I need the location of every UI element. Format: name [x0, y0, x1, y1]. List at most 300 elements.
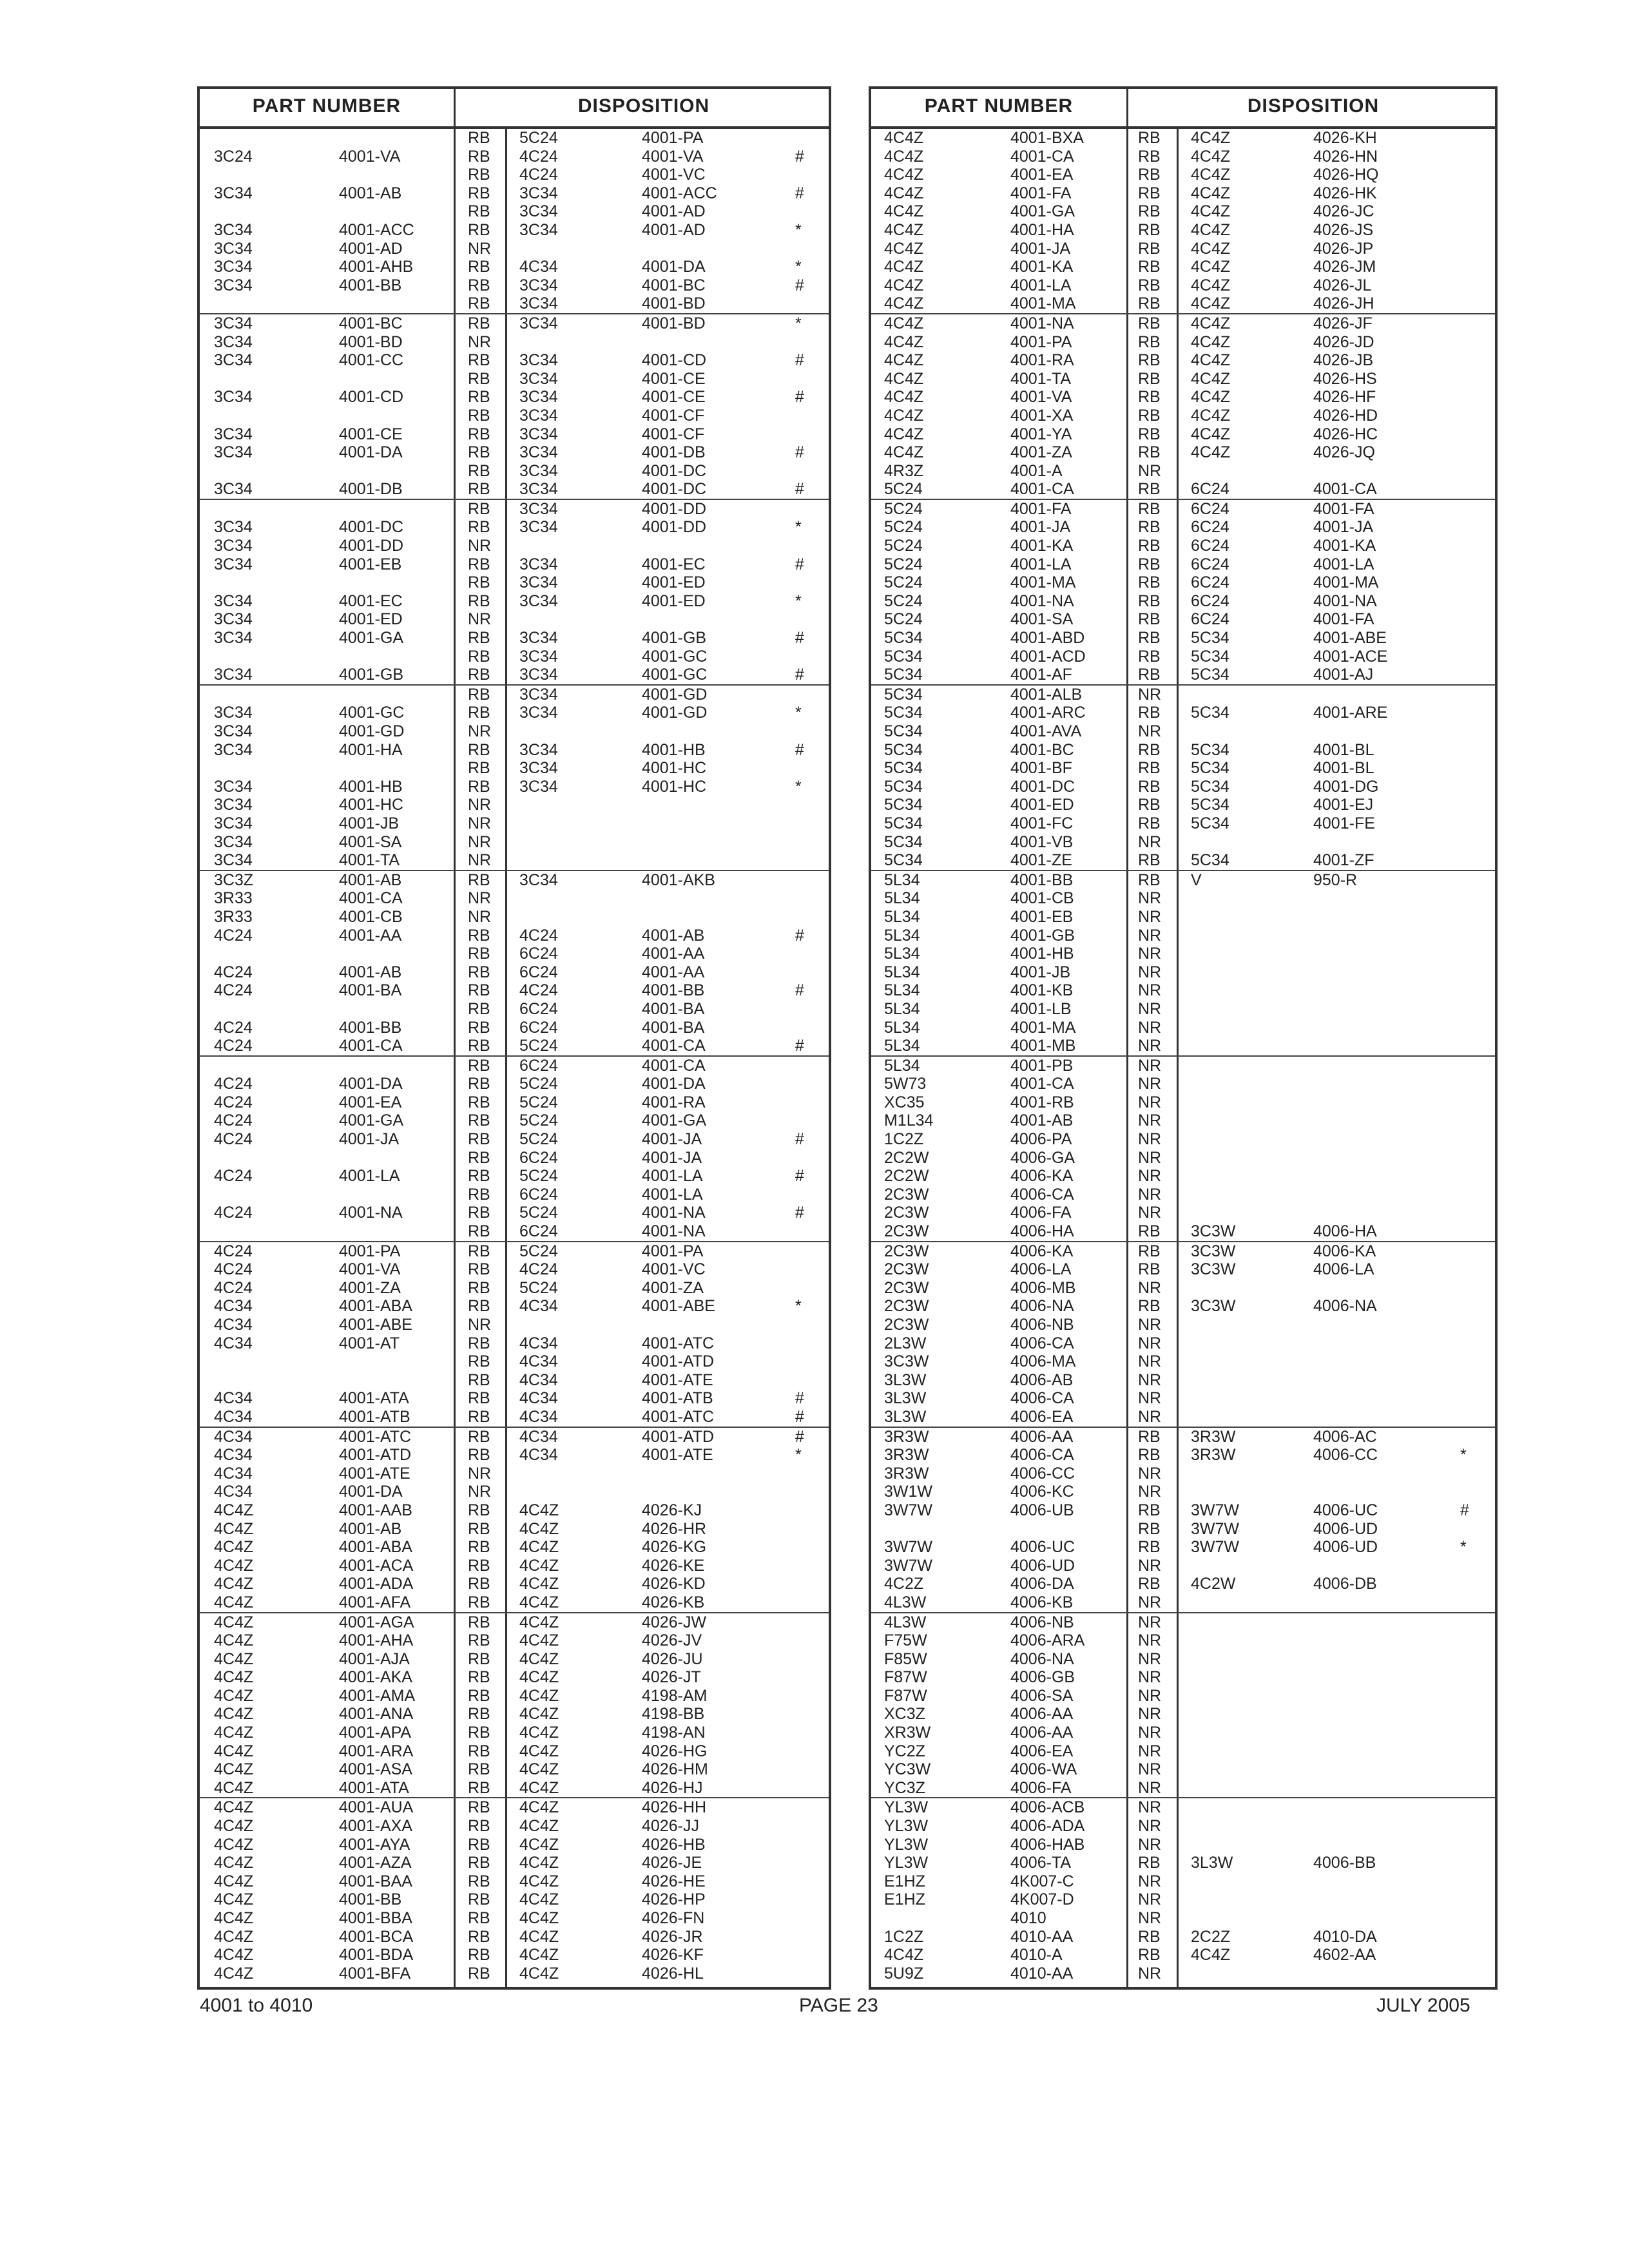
table-row	[200, 1167, 829, 1186]
disposition-code: RB	[468, 1556, 490, 1575]
part-number: 4001-AB	[1010, 1111, 1074, 1130]
table-row	[200, 1501, 829, 1520]
disposition-code: RB	[1138, 518, 1161, 537]
disposition-code: RB	[468, 499, 490, 518]
new-part-number: 4001-ZF	[1313, 851, 1374, 870]
part-number: 4001-ZA	[1010, 443, 1072, 462]
part-number: 4001-BFA	[339, 1964, 411, 1983]
table-row	[200, 1613, 829, 1632]
table-row	[871, 629, 1495, 648]
part-prefix: 2C3W	[884, 1185, 929, 1204]
part-prefix: 3W7W	[884, 1556, 932, 1575]
table-row	[871, 1334, 1495, 1353]
new-part-number: 4001-FA	[1313, 610, 1374, 629]
new-part-number: 4001-LA	[642, 1185, 703, 1204]
new-prefix: 5C24	[519, 1075, 558, 1093]
table-row	[200, 927, 829, 945]
disposition-code: RB	[1138, 666, 1161, 684]
new-prefix: 3C3W	[1191, 1297, 1236, 1316]
table-row	[871, 1483, 1495, 1501]
new-part-number: 4026-KH	[1313, 129, 1377, 147]
part-number: 4001-HA	[1010, 220, 1074, 239]
part-prefix: 5C24	[884, 480, 923, 499]
disposition-code: RB	[1138, 591, 1161, 610]
part-prefix: 4C4Z	[884, 239, 924, 258]
part-prefix: 5C24	[884, 591, 923, 610]
disposition-code: RB	[468, 1519, 490, 1538]
part-number: 4001-KB	[1010, 981, 1074, 1000]
new-prefix: 3C34	[519, 294, 558, 313]
disposition-code: RB	[1138, 1242, 1161, 1260]
new-prefix: 3R3W	[1191, 1446, 1236, 1465]
part-number-header: PART NUMBER	[252, 95, 401, 117]
table-row	[871, 833, 1495, 852]
part-number: 4001-PA	[1010, 332, 1072, 351]
table-row	[200, 629, 829, 648]
disposition-code: RB	[1138, 629, 1161, 648]
part-prefix: 4C34	[214, 1316, 253, 1334]
table-row	[200, 294, 829, 313]
part-number-header: PART NUMBER	[924, 95, 1074, 117]
part-number: 4006-NA	[1010, 1297, 1074, 1316]
disposition-code: NR	[1138, 1093, 1162, 1111]
disposition-code: RB	[468, 1817, 490, 1836]
part-number: 4006-GA	[1010, 1148, 1075, 1167]
table-row	[200, 1186, 829, 1204]
table-row	[871, 1316, 1495, 1334]
table-row	[871, 796, 1495, 814]
part-prefix: 4C34	[214, 1483, 253, 1501]
disposition-code: RB	[468, 1204, 490, 1222]
disposition-code: RB	[468, 1593, 490, 1611]
note-mark: *	[795, 777, 802, 796]
table-row	[200, 778, 829, 796]
table-row	[200, 1260, 829, 1279]
part-prefix: 4C24	[214, 1018, 253, 1037]
new-prefix: 3C3W	[1191, 1222, 1236, 1241]
part-number: 4006-ARA	[1010, 1631, 1085, 1650]
part-prefix: 3R3W	[884, 1446, 929, 1465]
disposition-code: RB	[468, 777, 490, 796]
new-part-number: 4198-BB	[642, 1705, 705, 1724]
disposition-code: NR	[468, 851, 492, 870]
part-number: 4001-SA	[339, 832, 402, 851]
new-prefix: 6C24	[1191, 480, 1229, 499]
part-number: 4006-CA	[1010, 1334, 1074, 1352]
table-row	[200, 202, 829, 221]
part-number: 4K007-D	[1010, 1890, 1074, 1909]
new-part-number: 4001-JA	[1313, 518, 1374, 537]
new-prefix: 4C4Z	[519, 1575, 559, 1593]
part-prefix: 4C24	[214, 1167, 253, 1186]
part-prefix: 4R3Z	[884, 461, 924, 480]
table-row	[200, 1872, 829, 1891]
table-row	[871, 1019, 1495, 1037]
disposition-code: NR	[1138, 1407, 1162, 1426]
table-row	[200, 573, 829, 592]
part-prefix: 4C4Z	[214, 1649, 254, 1668]
note-mark: #	[795, 1167, 804, 1186]
table-row	[871, 184, 1495, 203]
part-number: 4001-AAB	[339, 1501, 412, 1519]
part-prefix: 5L34	[884, 926, 920, 945]
part-prefix: 5C24	[884, 610, 923, 629]
disposition-code: RB	[1138, 1260, 1161, 1279]
table-row	[871, 1428, 1495, 1446]
part-prefix: 4C4Z	[214, 1890, 254, 1909]
part-number: 4001-FC	[1010, 814, 1074, 832]
part-prefix: 2C2W	[884, 1148, 929, 1167]
part-prefix: 5C24	[884, 537, 923, 555]
new-prefix: 4C4Z	[1191, 1946, 1231, 1965]
part-number: 4006-EA	[1010, 1407, 1074, 1426]
disposition-header: DISPOSITION	[577, 95, 710, 117]
table-row	[871, 741, 1495, 760]
table-row	[200, 759, 829, 778]
part-prefix: F87W	[884, 1668, 927, 1687]
new-prefix: 4C34	[519, 1370, 558, 1389]
new-prefix: 3C34	[519, 666, 558, 684]
new-prefix: 4C34	[519, 1297, 558, 1316]
table-row	[871, 1352, 1495, 1371]
part-number: 4001-AVA	[1010, 722, 1082, 740]
disposition-code: RB	[468, 425, 490, 443]
disposition-code: RB	[468, 1037, 490, 1055]
disposition-code: RB	[1138, 294, 1161, 313]
new-part-number: 4026-JB	[1313, 351, 1374, 370]
table-row	[200, 1854, 829, 1872]
table-row	[200, 814, 829, 833]
disposition-code: RB	[1138, 851, 1161, 870]
new-prefix: 4C24	[519, 166, 558, 184]
new-prefix: 6C24	[1191, 610, 1229, 629]
table-row	[871, 648, 1495, 666]
table-row	[871, 592, 1495, 611]
disposition-code: RB	[468, 1352, 490, 1371]
new-prefix: 4C4Z	[1191, 425, 1231, 443]
disposition-code: NR	[1138, 1167, 1162, 1186]
part-number: 4001-AHB	[339, 258, 414, 276]
new-prefix: 2C2Z	[1191, 1927, 1231, 1946]
part-number: 4006-WA	[1010, 1760, 1077, 1779]
new-prefix: 3C34	[519, 591, 558, 610]
disposition-code: RB	[468, 220, 490, 239]
table-row	[871, 1297, 1495, 1316]
table-row	[871, 276, 1495, 295]
new-part-number: 4001-BB	[642, 981, 705, 1000]
disposition-code: NR	[1138, 981, 1162, 1000]
disposition-code: RB	[1138, 388, 1161, 407]
part-number: 4001-CD	[339, 388, 404, 407]
part-number: 4001-HA	[339, 740, 403, 759]
disposition-code: RB	[468, 1835, 490, 1854]
row-group	[200, 314, 829, 500]
disposition-code: NR	[468, 796, 492, 814]
table-row	[871, 1650, 1495, 1669]
table-row	[200, 518, 829, 537]
part-number: 4001-BB	[1010, 870, 1074, 889]
disposition-code: RB	[468, 129, 490, 147]
table-row	[200, 351, 829, 370]
disposition-code: RB	[1138, 870, 1161, 889]
disposition-code: RB	[1138, 220, 1161, 239]
part-prefix: 4C4Z	[884, 369, 924, 388]
part-prefix: 4C4Z	[884, 129, 924, 147]
note-mark: #	[1460, 1501, 1469, 1519]
table-row	[200, 945, 829, 963]
new-prefix: 4C4Z	[519, 1778, 559, 1797]
new-prefix: 3C34	[519, 555, 558, 573]
disposition-code: RB	[468, 461, 490, 480]
note-mark: #	[795, 740, 804, 759]
part-number: 4006-UC	[1010, 1538, 1075, 1557]
new-part-number: 4026-JT	[642, 1668, 701, 1687]
part-number: 4001-HB	[339, 777, 403, 796]
new-part-number: 4026-HN	[1313, 147, 1378, 166]
new-prefix: 5C24	[519, 1204, 558, 1222]
table-row	[871, 351, 1495, 370]
new-part-number: 4026-JS	[1313, 220, 1374, 239]
table-row	[871, 1242, 1495, 1261]
part-prefix: 5W73	[884, 1075, 927, 1093]
new-part-number: 4026-HB	[642, 1835, 706, 1854]
part-number: 4006-NB	[1010, 1613, 1074, 1631]
row-group	[871, 500, 1495, 686]
part-number: 4001-AB	[339, 963, 402, 981]
part-number: 4006-ACB	[1010, 1798, 1085, 1817]
table-row	[200, 981, 829, 1000]
row-group	[871, 871, 1495, 1057]
table-row	[200, 908, 829, 927]
row-group	[871, 1798, 1495, 1983]
new-prefix: 5C24	[519, 1242, 558, 1260]
table-row	[871, 573, 1495, 592]
disposition-code: RB	[1138, 443, 1161, 462]
new-prefix: 4C4Z	[519, 1964, 559, 1983]
disposition-code: NR	[1138, 1316, 1162, 1334]
part-number: 4001-BB	[339, 1890, 402, 1909]
disposition-code: NR	[1138, 1556, 1162, 1575]
new-prefix: 3C34	[519, 461, 558, 480]
new-part-number: 4198-AM	[642, 1686, 708, 1705]
disposition-code: NR	[1138, 1075, 1162, 1093]
part-prefix: 3R3W	[884, 1427, 929, 1446]
part-number: 4001-NA	[1010, 314, 1074, 332]
part-prefix: 5L34	[884, 945, 920, 963]
new-prefix: 4C4Z	[519, 1631, 559, 1650]
part-prefix: 5L34	[884, 1018, 920, 1037]
table-row	[200, 1760, 829, 1779]
note-mark: #	[795, 1130, 804, 1149]
disposition-code: NR	[1138, 1352, 1162, 1371]
part-prefix: 4C4Z	[214, 1872, 254, 1890]
part-prefix: 4C34	[214, 1407, 253, 1426]
part-number: 4001-AMA	[339, 1686, 416, 1705]
part-number: 4001-ATA	[339, 1389, 409, 1408]
new-part-number: 4001-PA	[642, 129, 704, 147]
row-group	[200, 871, 829, 1057]
new-prefix: 4C4Z	[1191, 147, 1231, 166]
part-prefix: 2C3W	[884, 1278, 929, 1297]
new-part-number: 4001-NA	[642, 1222, 706, 1241]
new-prefix: 5C34	[1191, 814, 1229, 832]
part-number: 4001-GB	[1010, 926, 1075, 945]
new-prefix: 3L3W	[1191, 1854, 1233, 1872]
new-part-number: 4001-ATD	[642, 1427, 715, 1446]
part-prefix: 4C4Z	[884, 443, 924, 462]
row-group	[200, 686, 829, 871]
note-mark: #	[795, 666, 804, 684]
new-prefix: 3C34	[519, 425, 558, 443]
part-number: 4001-CA	[1010, 147, 1074, 166]
table-row	[200, 741, 829, 760]
part-prefix: 5L34	[884, 907, 920, 926]
new-part-number: 4026-JF	[1313, 314, 1373, 332]
part-number: 4001-GB	[339, 666, 404, 684]
part-number: 4001-AB	[339, 1519, 402, 1538]
part-number: 4001-XA	[1010, 406, 1074, 425]
part-prefix: 4C24	[214, 1204, 253, 1222]
part-number: 4001-ZA	[339, 1278, 401, 1297]
disposition-code: RB	[1138, 1538, 1161, 1557]
disposition-code: RB	[1138, 166, 1161, 184]
part-prefix: 1C2Z	[884, 1130, 924, 1149]
new-prefix: 4C24	[519, 981, 558, 1000]
part-number: 4010-A	[1010, 1946, 1063, 1965]
table-row	[871, 1130, 1495, 1149]
table-row	[200, 537, 829, 555]
table-row	[200, 1093, 829, 1112]
disposition-code: NR	[1138, 1334, 1162, 1352]
table-row	[200, 388, 829, 407]
new-part-number: 4001-CA	[642, 1056, 706, 1075]
disposition-code: RB	[1138, 129, 1161, 147]
new-part-number: 4001-GC	[642, 666, 708, 684]
new-part-number: 4001-VC	[642, 166, 706, 184]
part-prefix: 3C34	[214, 351, 253, 370]
table-row	[871, 1872, 1495, 1891]
part-number: 4010	[1010, 1909, 1046, 1927]
disposition-code: NR	[1138, 945, 1162, 963]
new-part-number: 4001-HC	[642, 759, 707, 778]
disposition-code: NR	[1138, 832, 1162, 851]
new-part-number: 4001-DD	[642, 499, 707, 518]
disposition-code: RB	[1138, 796, 1161, 814]
part-number: 4006-NA	[1010, 1649, 1074, 1668]
disposition-code: RB	[468, 1742, 490, 1760]
part-prefix: 3C34	[214, 332, 253, 351]
part-prefix: 3C34	[214, 591, 253, 610]
part-prefix: 3C34	[214, 388, 253, 407]
table-row	[200, 686, 829, 704]
new-prefix: 4C4Z	[1191, 332, 1231, 351]
table-row	[200, 1668, 829, 1687]
table-row	[200, 1798, 829, 1817]
new-prefix: 5C34	[1191, 704, 1229, 722]
part-prefix: 3C34	[214, 704, 253, 722]
disposition-header: DISPOSITION	[1247, 95, 1380, 117]
table-row	[871, 722, 1495, 741]
new-part-number: 4001-MA	[1313, 573, 1379, 592]
part-number: 4001-MA	[1010, 294, 1076, 313]
part-prefix: 4C4Z	[884, 276, 924, 294]
part-prefix: YL3W	[884, 1854, 929, 1872]
part-number: 4001-BCA	[339, 1927, 414, 1946]
disposition-code: NR	[1138, 1483, 1162, 1501]
new-part-number: 4006-UC	[1313, 1501, 1378, 1519]
part-prefix: 5C34	[884, 666, 923, 684]
new-prefix: 4C4Z	[1191, 166, 1231, 184]
part-prefix: 3W7W	[884, 1501, 932, 1519]
table-row	[871, 908, 1495, 927]
note-mark: *	[795, 704, 802, 722]
part-prefix: 5L34	[884, 981, 920, 1000]
part-number: 4001-AYA	[339, 1835, 410, 1854]
part-prefix: 3C34	[214, 184, 253, 202]
row-group	[871, 1613, 1495, 1799]
disposition-code: NR	[1138, 722, 1162, 740]
table-row	[871, 1075, 1495, 1093]
part-prefix: 4L3W	[884, 1613, 927, 1631]
table-row	[200, 129, 829, 148]
part-number: 4006-CA	[1010, 1446, 1074, 1465]
new-prefix: 4C4Z	[519, 1593, 559, 1611]
new-prefix: 4C34	[519, 1407, 558, 1426]
disposition-code: RB	[468, 1686, 490, 1705]
part-number: 4001-JA	[1010, 518, 1071, 537]
table-row	[871, 1631, 1495, 1650]
part-number: 4001-ATA	[339, 1778, 409, 1797]
table-row	[200, 1204, 829, 1222]
table-row	[200, 1019, 829, 1037]
disposition-code: RB	[468, 1890, 490, 1909]
table-row	[871, 1705, 1495, 1724]
new-part-number: 4026-KB	[642, 1593, 705, 1611]
note-mark: *	[795, 220, 802, 239]
table-row	[871, 1742, 1495, 1761]
part-number: 4001-ASA	[339, 1760, 412, 1779]
new-part-number: 4001-AD	[642, 202, 706, 221]
disposition-code: NR	[468, 722, 492, 740]
new-part-number: 4001-ARE	[1313, 704, 1388, 722]
note-mark: #	[795, 926, 804, 945]
note-mark: *	[795, 591, 802, 610]
part-number: 4006-FA	[1010, 1204, 1072, 1222]
part-number: 4001-AB	[339, 870, 402, 889]
part-number: 4001-CE	[339, 425, 403, 443]
disposition-code: RB	[468, 1946, 490, 1965]
new-part-number: 4001-FE	[1313, 814, 1375, 832]
new-part-number: 4001-JA	[642, 1148, 702, 1167]
new-prefix: 3C34	[519, 184, 558, 202]
table-row	[200, 851, 829, 870]
part-number: 4006-CC	[1010, 1464, 1075, 1483]
part-number: 4001-AKA	[339, 1668, 412, 1687]
disposition-code: RB	[1138, 184, 1161, 202]
table-row	[200, 240, 829, 258]
part-prefix: F85W	[884, 1649, 927, 1668]
new-prefix: 6C24	[519, 1185, 558, 1204]
part-number: 4001-MB	[1010, 1037, 1076, 1055]
table-row	[200, 1389, 829, 1408]
table-row	[200, 555, 829, 574]
disposition-code: NR	[468, 907, 492, 926]
new-prefix: 3C34	[519, 314, 558, 332]
note-mark: #	[795, 555, 804, 573]
table-row	[871, 1668, 1495, 1687]
part-prefix: 3C34	[214, 777, 253, 796]
disposition-code: NR	[1138, 1278, 1162, 1297]
